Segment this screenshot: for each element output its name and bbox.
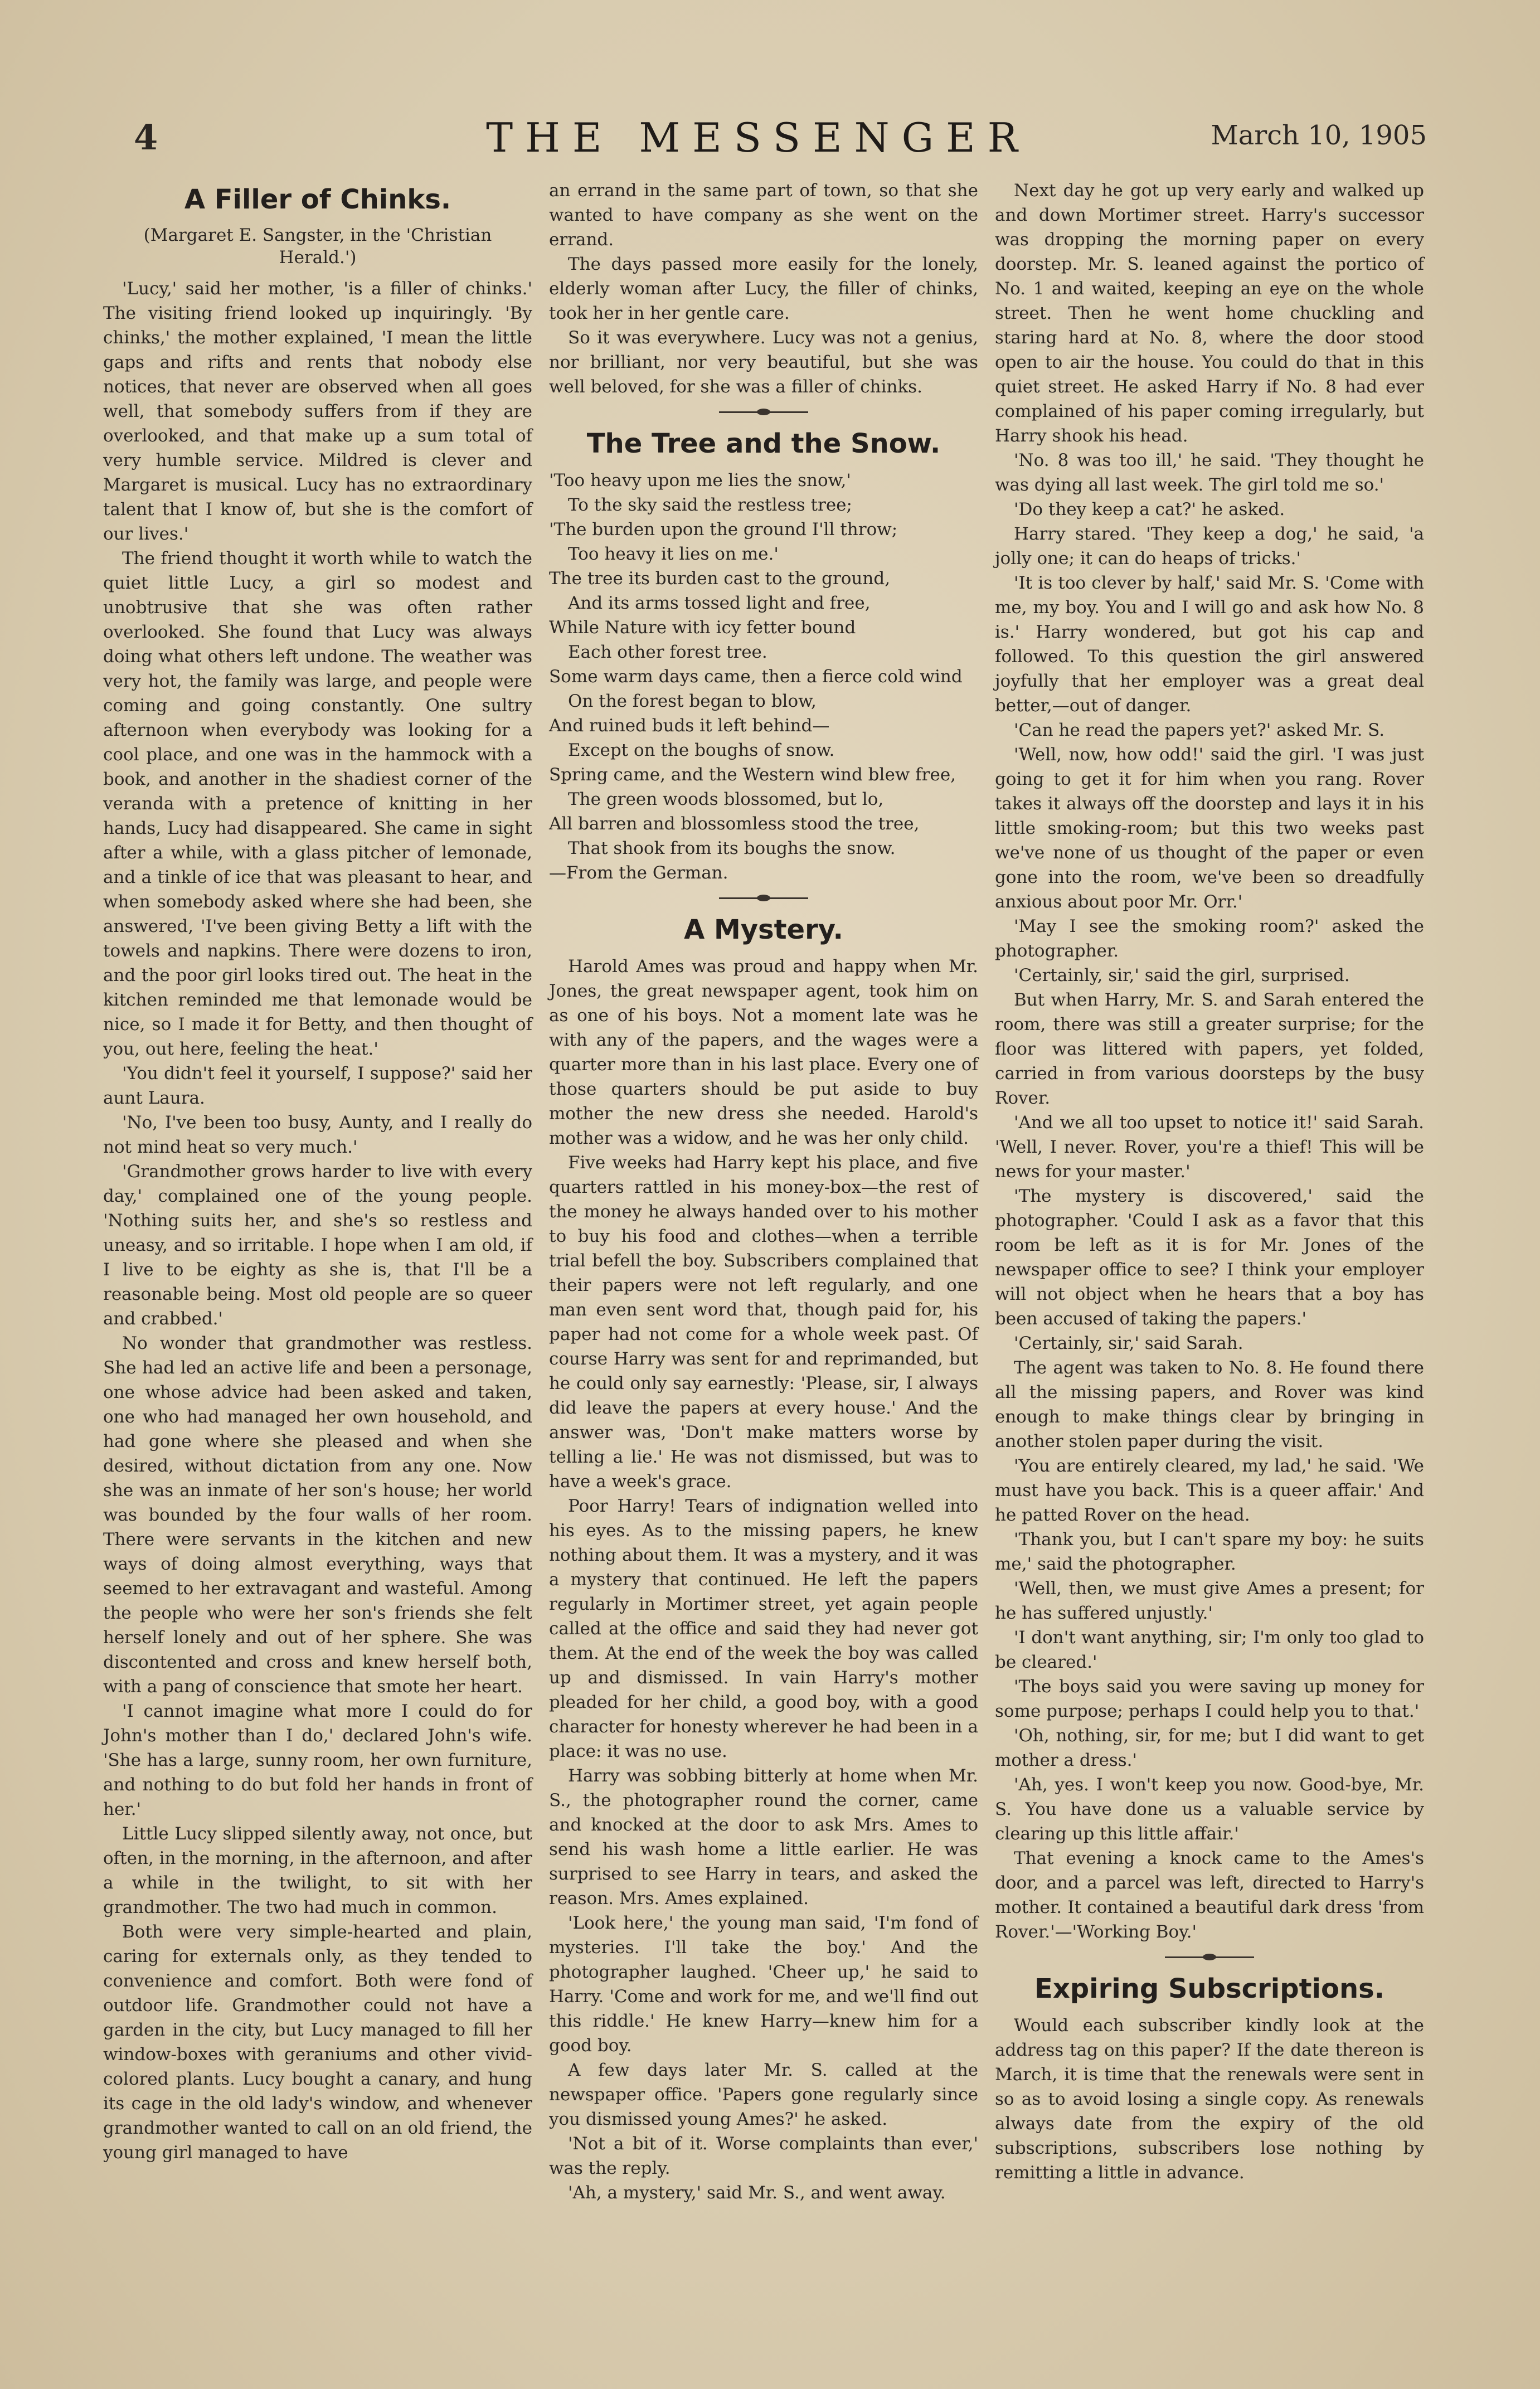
- paragraph: 'You didn't feel it yourself, I suppose?' said her aunt Laura.: [103, 1064, 532, 1108]
- column-1: [103, 178, 532, 2165]
- masthead: [89, 109, 1427, 170]
- paragraph: Next day he got up very early and walked up and down Mortimer street. Harry's successor was dropping the morning paper on every doorstep. Mr. S. leaned against the portico of No. 1 and waited, keeping an eye on the whole street. Then he went home chuckling and staring hard at No. 8, where the door stood open to air the house. You could do that in this quiet street. He asked Harry if No. 8 had ever complained of his paper coming irregularly, but Harry shook his head.: [995, 181, 1424, 446]
- column-3: [995, 178, 1424, 2185]
- page-number: 4: [134, 117, 158, 158]
- paragraph: The agent was taken to No. 8. He found there all the missing papers, and Rover was kind enough to make things clear by bringing in another stolen paper during the visit.: [995, 1358, 1424, 1451]
- paragraph: Would each subscriber kindly look at the address tag on this paper? If the date thereon is March, it is time that the renewals were sent in so as to avoid losing a single copy. As renewals always date from the expiry of the old subscriptions, subscribers lose nothing by remitting a little in advance.: [995, 2016, 1424, 2183]
- paragraph: Harry was sobbing bitterly at home when Mr. S., the photographer round the corner, came and knocked at the door to ask Mrs. Ames to send his wash home a little earlier. He was surprised to see Harry in tears, and asked the reason. Mrs. Ames explained.: [549, 1766, 978, 1909]
- paragraph: No wonder that grandmother was restless. She had led an active life and been a personage, one whose advice had been asked and taken, one who had managed her own household, and had gone where she pleased and when she desired, without dictation from any one. Now she was an inmate of her son's house; her world was bounded by the four walls of her room. There were servants in the kitchen and new ways of doing almost everything, ways that seemed to her extravagant and wasteful. Among the people who were her son's friends she felt herself lonely and out of her sphere. She was discontented and cross and knew herself both, with a pang of conscience that smote her heart.: [103, 1333, 532, 1697]
- paragraph: 'I don't want anything, sir; I'm only too glad to be cleared.': [995, 1628, 1424, 1672]
- paragraph: 'Grandmother grows harder to live with every day,' complained one of the young people. 'Nothing suits her, and she's so restless and uneasy, and so irritable. I hope when I am old, if I live to be eighty as she is, that I'll be a reasonable being. Most old people are so queer and crabbed.': [103, 1162, 532, 1329]
- paper-title: THE MESSENGER: [486, 114, 1030, 161]
- paragraph: 'The boys said you were saving up money for some purpose; perhaps I could help you to that.': [995, 1677, 1424, 1721]
- poem: [549, 468, 978, 885]
- paragraph: 'Certainly, sir,' said the girl, surprised.: [1014, 965, 1350, 985]
- paragraph: The days passed more easily for the lonely, elderly woman after Lucy, the filler of chinks, took her in her gentle care.: [549, 254, 978, 323]
- paragraph: 'Well, then, we must give Ames a present; for he has suffered unjustly.': [995, 1579, 1424, 1623]
- paragraph: 'I cannot imagine what more I could do for John's mother than I do,' declared John's wife. 'She has a large, sunny room, her own furniture, and nothing to do but fold her hands in front of her.': [103, 1701, 532, 1819]
- poem-line: Each other forest tree.: [568, 642, 767, 662]
- poem-line: To the sky said the restless tree;: [568, 495, 852, 515]
- article-title-filler: A Filler of Chinks.: [184, 184, 451, 215]
- article-byline: (Margaret E. Sangster, in the 'Christian Herald.'): [143, 225, 492, 268]
- poem-line: All barren and blossomless stood the tree,: [549, 814, 920, 834]
- paragraph: The friend thought it worth while to watch the quiet little Lucy, a girl so modest and unobtrusive that she was often rather overlooked. She found that Lucy was always doing what others left undone. The weather was very hot, the family was large, and people were coming and going constantly. One sultry afternoon when everybody was looking for a cool place, and one was in the hammock with a book, and another in the shadiest corner of the veranda with a pretence of knitting in her hands, Lucy had disappeared. She came in sight after a while, with a glass pitcher of lemonade, and a tinkle of ice that was pleasant to hear, and when somebody asked where she had been, she answered, 'I've been giving Betty a lift with the towels and napkins. There were dozens to iron, and the poor girl looks tired out. The heat in the kitchen reminded me that lemonade would be nice, so I made it for Betty, and then thought of you, out here, feeling the heat.': [103, 548, 532, 1059]
- paragraph: 'Look here,' the young man said, 'I'm fond of mysteries. I'll take the boy.' And the photographer laughed. 'Cheer up,' he said to Harry. 'Come and work for me, and we'll find out this riddle.' He knew Harry—knew him for a good boy.: [549, 1913, 978, 2056]
- paragraph: 'Ah, a mystery,' said Mr. S., and went away.: [568, 2183, 946, 2203]
- paragraph: 'Can he read the papers yet?' asked Mr. S.: [1014, 720, 1385, 740]
- poem-line: 'Too heavy upon me lies the snow,': [549, 470, 851, 491]
- paragraph: 'Thank you, but I can't spare my boy: he suits me,' said the photographer.: [995, 1529, 1424, 1574]
- poem-line: Spring came, and the Western wind blew free,: [549, 765, 956, 785]
- poem-line: And its arms tossed light and free,: [568, 593, 871, 613]
- poem-line: Except on the boughs of snow.: [568, 740, 835, 760]
- section-divider: [1165, 1952, 1254, 1962]
- article-title-subscriptions: Expiring Subscriptions.: [1034, 1973, 1384, 2004]
- poem-line: The green woods blossomed, but lo,: [568, 789, 884, 809]
- paragraph: 'No, I've been too busy, Aunty, and I really do not mind heat so very much.': [103, 1113, 532, 1157]
- poem-source: —From the German.: [549, 863, 728, 883]
- section-divider: [719, 407, 808, 417]
- paragraph: Both were very simple-hearted and plain, caring for externals only, as they tended to convenience and comfort. Both were fond of outdoor life. Grandmother could not have a garden in the city, but Lucy managed to fill her window-boxes with geraniums and other vivid-colored plants. Lucy bought a canary, and hung its cage in the old lady's window, and whenever grandmother wanted to call on an old friend, the young girl managed to have: [103, 1922, 532, 2163]
- paragraph: Harry stared. 'They keep a dog,' he said, 'a jolly one; it can do heaps of tricks.': [995, 524, 1424, 569]
- paragraph: 'Not a bit of it. Worse complaints than ever,' was the reply.: [549, 2134, 978, 2178]
- paragraph: Little Lucy slipped silently away, not once, but often, in the morning, in the afternoon, and after a while in the twilight, to sit with her grandmother. The two had much in common.: [103, 1824, 532, 1917]
- paragraph: 'It is too clever by half,' said Mr. S. 'Come with me, my boy. You and I will go and ask how No. 8 is.' Harry wondered, but got his cap and followed. To this question the girl answered joyfully that her employer was a great deal better,—out of danger.: [995, 573, 1424, 716]
- paragraph: So it was everywhere. Lucy was not a genius, nor brilliant, nor very beautiful, but she was well beloved, for she was a filler of chinks.: [549, 328, 978, 397]
- paragraph: 'Oh, nothing, sir, for me; but I did want to get mother a dress.': [995, 1726, 1424, 1770]
- column-2: [549, 178, 978, 2205]
- paragraph: 'Well, now, how odd!' said the girl. 'I was just going to get it for him when you rang. Rover takes it always off the doorstep and lays it in his little smoking-room; but this two weeks past we've none of us thought of the paper or even gone into the room, we've been so dreadfully anxious about poor Mr. Orr.': [995, 745, 1424, 912]
- paragraph: 'No. 8 was too ill,' he said. 'They thought he was dying all last week. The girl told me so.': [995, 450, 1424, 495]
- paragraph: A few days later Mr. S. called at the newspaper office. 'Papers gone regularly since you dismissed young Ames?' he asked.: [549, 2060, 978, 2129]
- paragraph: 'And we all too upset to notice it!' said Sarah. 'Well, I never. Rover, you're a thief! This will be news for your master.': [995, 1113, 1424, 1182]
- paragraph: 'You are entirely cleared, my lad,' he said. 'We must have you back. This is a queer affair.' And he patted Rover on the head.: [995, 1456, 1424, 1525]
- poem-line: And ruined buds it left behind—: [549, 716, 830, 736]
- article-title-mystery: A Mystery.: [684, 914, 843, 945]
- paragraph: 'Certainly, sir,' said Sarah.: [1014, 1333, 1243, 1353]
- poem-line: On the forest began to blow,: [568, 691, 817, 711]
- paragraph: 'May I see the smoking room?' asked the photographer.: [995, 916, 1424, 961]
- poem-line: Some warm days came, then a fierce cold wind: [549, 667, 963, 687]
- paragraph: Harold Ames was proud and happy when Mr. Jones, the great newspaper agent, took him on as one of his boys. Not a moment late was he with any of the papers, and the wages were a quarter more than in his last place. Every one of those quarters should be put aside to buy mother the new dress she needed. Harold's mother was a widow, and he was her only child.: [549, 956, 978, 1148]
- poem-line: While Nature with icy fetter bound: [549, 618, 856, 638]
- issue-date: March 10, 1905: [1211, 120, 1427, 151]
- paragraph: But when Harry, Mr. S. and Sarah entered the room, there was still a greater surprise; for the floor was littered with papers, yet folded, carried in from various doorsteps by the busy Rover.: [995, 990, 1424, 1108]
- poem-line: Too heavy it lies on me.': [568, 544, 779, 564]
- paragraph: 'The mystery is discovered,' said the photographer. 'Could I ask as a favor that this room be left as it is for Mr. Jones of the newspaper office to see? I think your employer will not object when he hears that a boy has been accused of taking the papers.': [995, 1186, 1424, 1329]
- paragraph: That evening a knock came to the Ames's door, and a parcel was left, directed to Harry's mother. It contained a beautiful dark dress 'from Rover.'—'Working Boy.': [995, 1848, 1424, 1942]
- poem-line: That shook from its boughs the snow.: [568, 838, 896, 858]
- paragraph: Poor Harry! Tears of indignation welled into his eyes. As to the missing papers, he knew nothing about them. It was a mystery, and it was a mystery that continued. He left the papers regularly in Mortimer street, yet again people called at the office and said they had never got them. At the end of the week the boy was called up and dismissed. In vain Harry's mother pleaded for her child, a good boy, with a good character for honesty wherever he had been in a place: it was no use.: [549, 1496, 978, 1761]
- paragraph: an errand in the same part of town, so that she wanted to have company as she went on the errand.: [549, 181, 978, 250]
- poem-line: The tree its burden cast to the ground,: [549, 569, 891, 589]
- section-divider: [719, 893, 808, 903]
- paragraph: 'Ah, yes. I won't keep you now. Good-bye, Mr. S. You have done us a valuable service by clearing up this little affair.': [995, 1775, 1424, 1844]
- poem-line: 'The burden upon the ground I'll throw;: [549, 519, 898, 540]
- article-title-poem: The Tree and the Snow.: [586, 428, 941, 459]
- paragraph: 'Do they keep a cat?' he asked.: [1014, 499, 1285, 519]
- paragraph: 'Lucy,' said her mother, 'is a filler of chinks.' The visiting friend looked up inquiringly. 'By chinks,' the mother explained, 'I mean the little gaps and rifts and rents that nobody else notices, that never are observed when all goes well, that somebody suffers from if they are overlooked, and that make up a sum total of very humble service. Mildred is clever and Margaret is musical. Lucy has no extraordinary talent that I know of, but she is the comfort of our lives.': [103, 279, 532, 544]
- paragraph: Five weeks had Harry kept his place, and five quarters rattled in his money-box—the rest of the money he always handed over to his mother to buy his food and clothes—when a terrible trial befell the boy. Subscribers complained that their papers were not left regularly, and one man even sent word that, though paid for, his paper had not come for a whole week past. Of course Harry was sent for and reprimanded, but he could only say earnestly: 'Please, sir, I always did leave the papers at every house.' And the answer was, 'Don't make matters worse by telling a lie.' He was not dismissed, but was to have a week's grace.: [549, 1153, 978, 1492]
